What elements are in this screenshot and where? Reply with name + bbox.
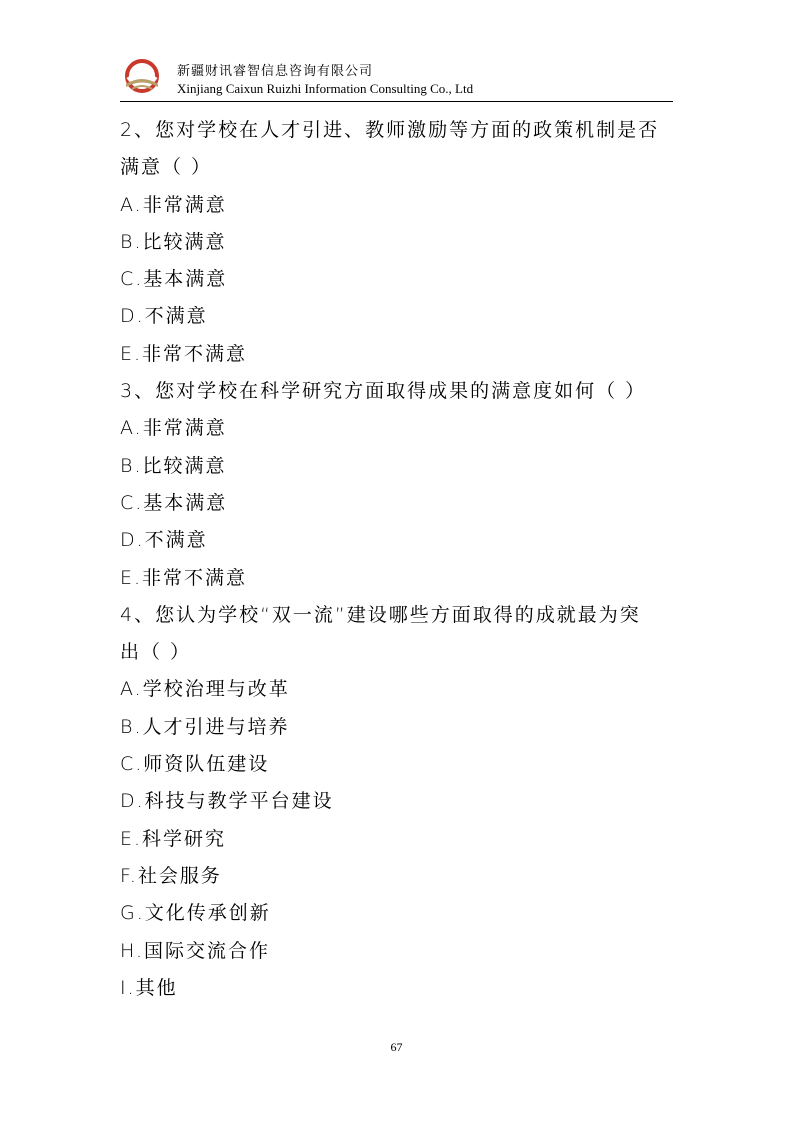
- text-line: C.基本满意: [120, 268, 228, 291]
- text-line: C.师资队伍建设: [120, 753, 270, 776]
- company-logo-icon: [120, 56, 164, 100]
- text-line: E.非常不满意: [120, 566, 248, 589]
- text-line: F.社会服务: [120, 864, 222, 887]
- text-line: 出（ ）: [120, 641, 192, 664]
- text-line: B.比较满意: [120, 230, 227, 253]
- text-line: 满意（ ）: [120, 156, 213, 179]
- text-line: 2、您对学校在人才引进、教师激励等方面的政策机制是否: [120, 119, 660, 141]
- text-line: H.国际交流合作: [120, 939, 270, 962]
- text-line: 4、您认为学校“双一流”建设哪些方面取得的成就最为突: [120, 603, 641, 626]
- text-line: D.不满意: [120, 305, 208, 328]
- text-line: B.人才引进与培养: [120, 715, 290, 738]
- text-line: A.非常满意: [120, 417, 227, 440]
- questionnaire-body: [120, 112, 673, 1007]
- text-line: 3、您对学校在科学研究方面取得成果的满意度如何（ ）: [120, 380, 647, 403]
- header-divider: [120, 101, 673, 102]
- page-number: 67: [390, 1040, 403, 1054]
- text-line: I.其他: [120, 976, 178, 999]
- company-name-cn: 新疆财讯睿智信息咨询有限公司: [177, 64, 374, 79]
- text-line: D.科技与教学平台建设: [120, 790, 334, 813]
- page-header: [120, 56, 673, 102]
- text-line: G.文化传承创新: [120, 902, 271, 925]
- text-line: C.基本满意: [120, 491, 228, 514]
- text-line: E.非常不满意: [120, 342, 248, 365]
- text-line: D.不满意: [120, 529, 208, 552]
- company-name-en: Xinjiang Caixun Ruizhi Information Consulting Co., Ltd: [177, 81, 474, 96]
- text-line: A.非常满意: [120, 193, 227, 216]
- text-line: E.科学研究: [120, 827, 227, 850]
- text-line: B.比较满意: [120, 454, 227, 477]
- text-line: A.学校治理与改革: [120, 678, 290, 701]
